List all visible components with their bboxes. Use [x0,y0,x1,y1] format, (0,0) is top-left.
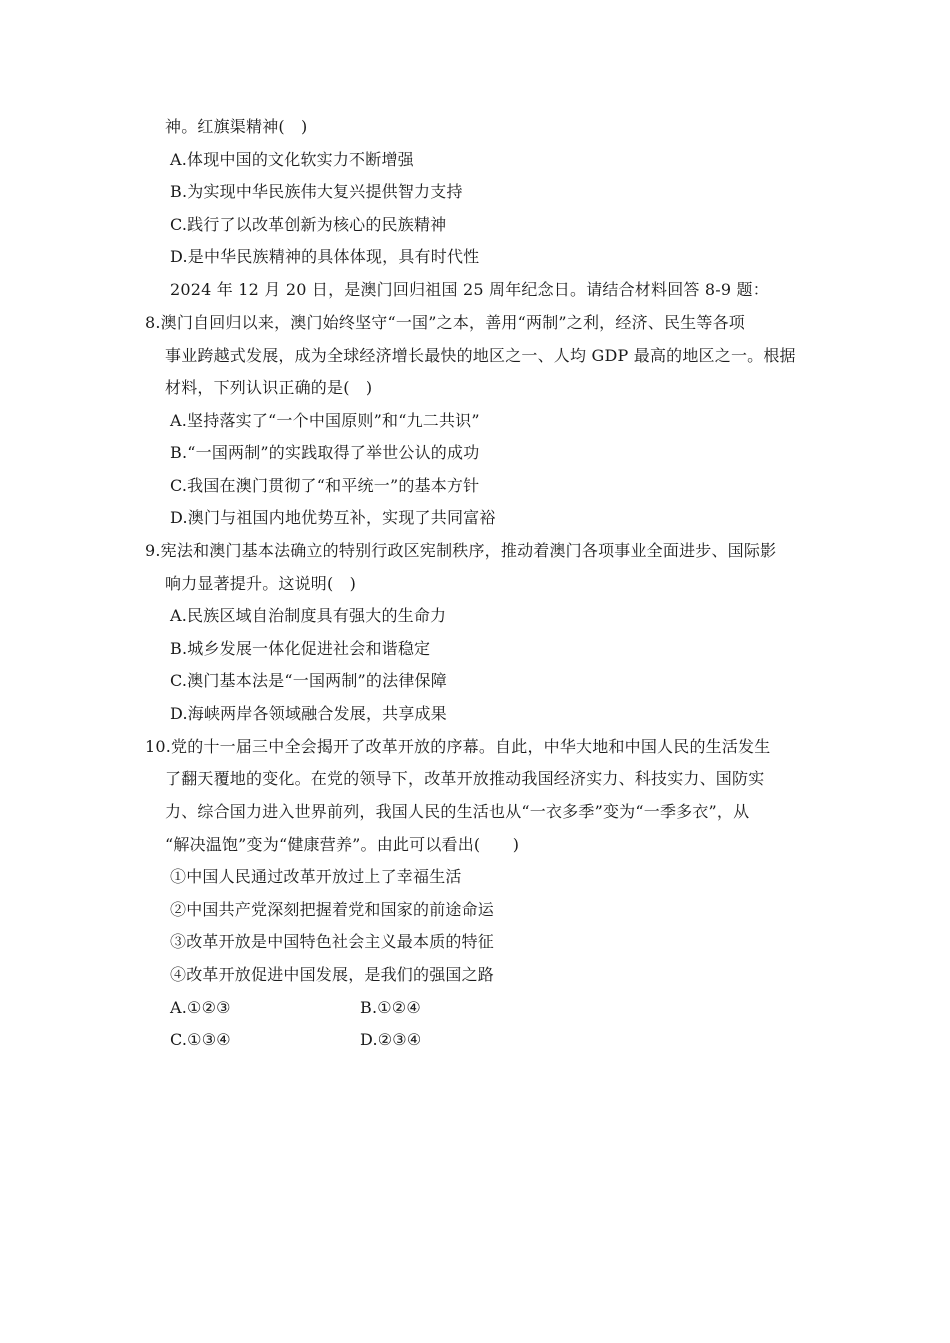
q9-stem-line-2: 响力显著提升。这说明( ) [165,574,357,593]
q9-stem-line-1: 9.宪法和澳门基本法确立的特别行政区宪制秩序，推动着澳门各项事业全面进步、国际影 [145,541,777,560]
q10-stem-line-1: 10.党的十一届三中全会揭开了改革开放的序幕。自此，中华大地和中国人民的生活发生 [145,737,771,756]
q10-stem-line-2: 了翻天覆地的变化。在党的领导下，改革开放推动我国经济实力、科技实力、国防实 [165,769,765,788]
q10-statement-3: ③改革开放是中国特色社会主义最本质的特征 [170,932,495,951]
q9-option-c[interactable]: C.澳门基本法是“一国两制”的法律保障 [170,671,447,690]
q8-option-b[interactable]: B.“一国两制”的实践取得了举世公认的成功 [170,443,480,462]
q10-statement-1: ①中国人民通过改革开放过上了幸福生活 [170,867,462,886]
q10-stem-line-4: “解决温饱”变为“健康营养”。由此可以看出( ) [165,835,520,854]
q9-option-a[interactable]: A.民族区域自治制度具有强大的生命力 [170,606,447,625]
q8-option-c[interactable]: C.我国在澳门贯彻了“和平统一”的基本方针 [170,476,480,495]
q8-stem-line-2: 事业跨越式发展，成为全球经济增长最快的地区之一、人均 GDP 最高的地区之一。根据 [165,346,796,365]
q10-option-d[interactable]: D.②③④ [360,1030,422,1049]
q7-option-a[interactable]: A.体现中国的文化软实力不断增强 [170,150,414,169]
q10-option-b[interactable]: B.①②④ [360,998,421,1017]
q8-option-a[interactable]: A.坚持落实了“一个中国原则”和“九二共识” [170,411,480,430]
q10-stem-line-3: 力、综合国力进入世界前列，我国人民的生活也从“一衣多季”变为“一季多衣”，从 [165,802,750,821]
q8-stem-line-1: 8.澳门自回归以来，澳门始终坚守“一国”之本，善用“两制”之利，经济、民生等各项 [145,313,745,332]
q9-option-d[interactable]: D.海峡两岸各领域融合发展，共享成果 [170,704,447,723]
q7-stem-end: 神。红旗渠精神( ) [165,117,308,136]
q7-option-b[interactable]: B.为实现中华民族伟大复兴提供智力支持 [170,182,463,201]
q7-option-c[interactable]: C.践行了以改革创新为核心的民族精神 [170,215,447,234]
q10-option-a[interactable]: A.①②③ [170,998,231,1017]
q9-option-b[interactable]: B.城乡发展一体化促进社会和谐稳定 [170,639,431,658]
q8-option-d[interactable]: D.澳门与祖国内地优势互补，实现了共同富裕 [170,508,496,527]
q10-statement-4: ④改革开放促进中国发展，是我们的强国之路 [170,965,495,984]
q10-option-c[interactable]: C.①③④ [170,1030,231,1049]
material-intro: 2024 年 12 月 20 日，是澳门回归祖国 25 周年纪念日。请结合材料回答 8-9 题： [170,280,769,299]
q7-option-d[interactable]: D.是中华民族精神的具体体现，具有时代性 [170,247,480,266]
q8-stem-line-3: 材料，下列认识正确的是( ) [165,378,373,397]
q10-statement-2: ②中国共产党深刻把握着党和国家的前途命运 [170,900,495,919]
